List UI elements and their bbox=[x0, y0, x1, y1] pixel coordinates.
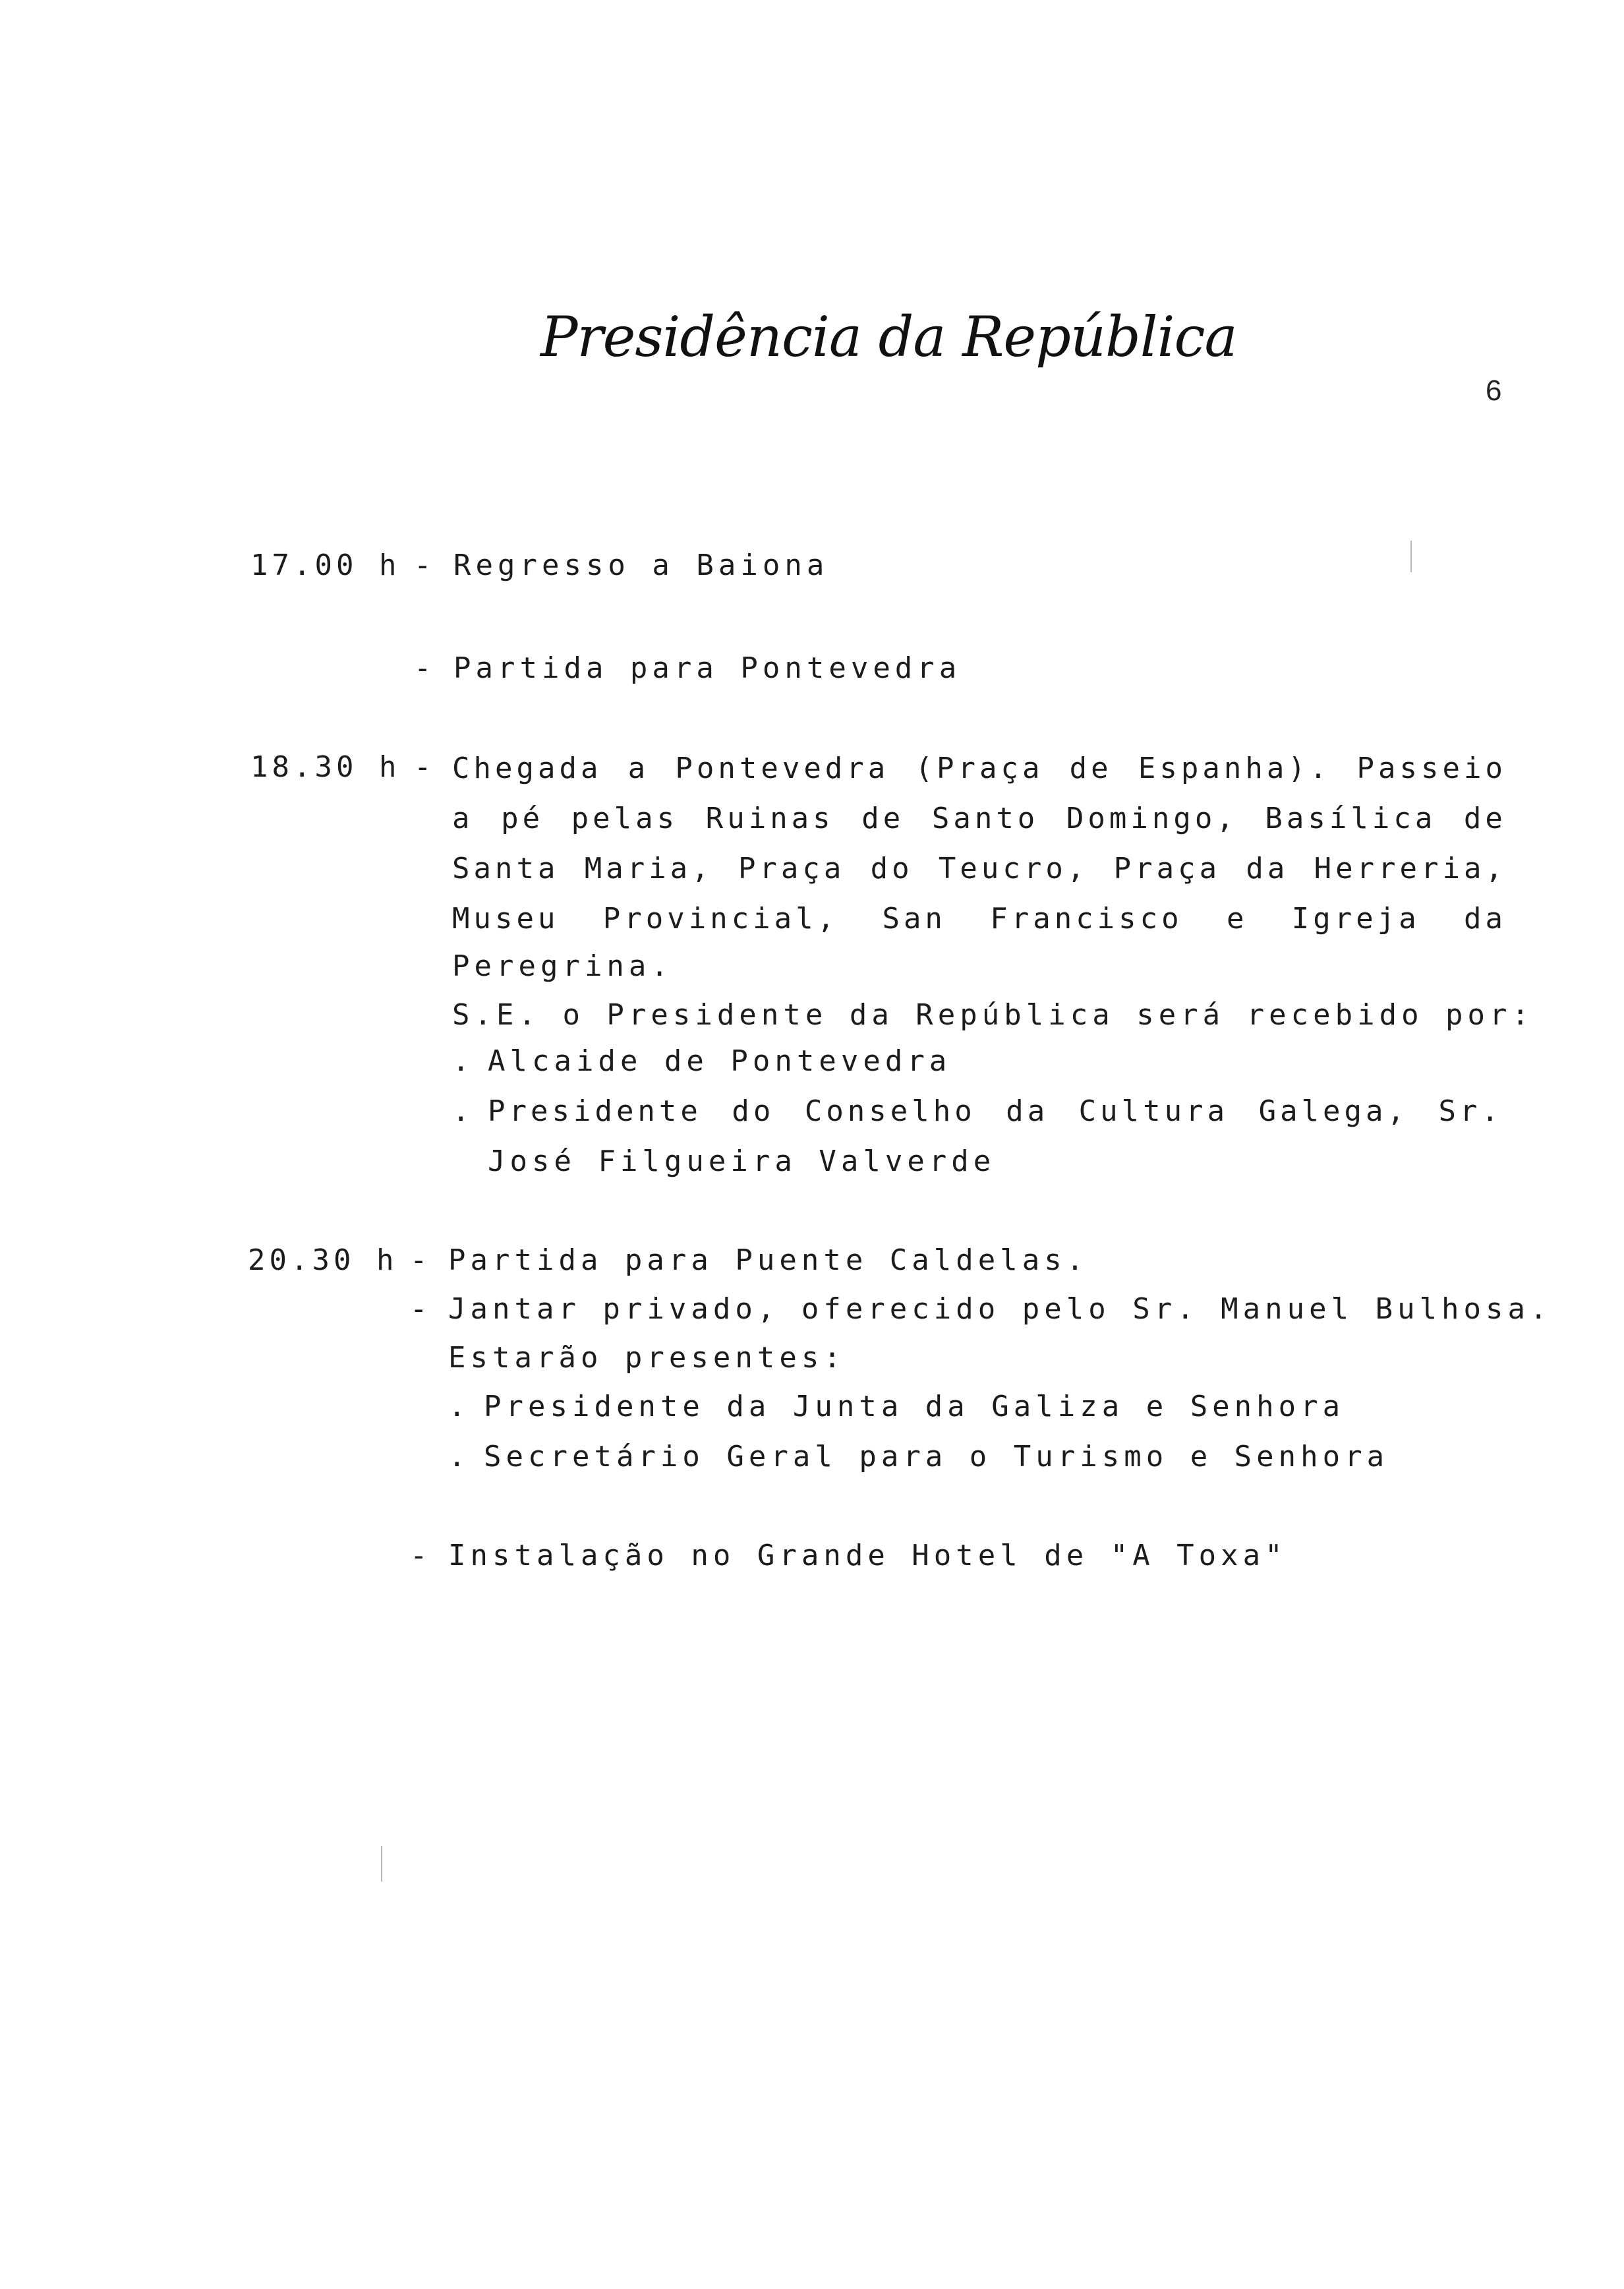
bullet-marker: . bbox=[448, 1440, 466, 1473]
word: Francisco bbox=[990, 902, 1183, 936]
word: Praça bbox=[738, 852, 846, 885]
dash-marker: - bbox=[414, 549, 432, 582]
dash-marker: - bbox=[410, 1243, 428, 1277]
reception-line: S.E. o Presidente da República será recebido por: bbox=[452, 998, 1534, 1032]
dash-marker: - bbox=[410, 1539, 428, 1572]
dash-marker: - bbox=[410, 1292, 428, 1326]
word: Chegada bbox=[452, 752, 602, 785]
entry-time: 17.00 h bbox=[250, 549, 401, 582]
word: Espanha). bbox=[1138, 752, 1331, 785]
entry-time: 18.30 h bbox=[250, 750, 401, 784]
entry-text: Estarão presentes: bbox=[448, 1341, 846, 1375]
bullet-text: Alcaide de Pontevedra bbox=[488, 1044, 952, 1078]
bullet-marker: . bbox=[452, 1094, 470, 1128]
word: de bbox=[861, 802, 905, 835]
word: do bbox=[732, 1094, 775, 1128]
word: (Praça bbox=[915, 752, 1044, 785]
entry-text: Regresso a Baiona bbox=[453, 549, 829, 582]
word: Presidente bbox=[488, 1094, 702, 1128]
word: pé bbox=[501, 802, 544, 835]
word: do bbox=[870, 852, 914, 885]
page-number: 6 bbox=[1486, 374, 1502, 407]
word: Domingo, bbox=[1066, 802, 1238, 835]
word: Maria, bbox=[584, 852, 713, 885]
paragraph-line bbox=[452, 852, 1507, 885]
entry-text: Jantar privado, oferecido pelo Sr. Manuel Bulhosa. bbox=[448, 1292, 1552, 1326]
paragraph-line: Peregrina. bbox=[452, 949, 673, 983]
paragraph-line bbox=[452, 902, 1507, 936]
word: de bbox=[1069, 752, 1113, 785]
word: Praça bbox=[1113, 852, 1221, 885]
bullet-text: Presidente da Junta da Galiza e Senhora bbox=[484, 1390, 1345, 1423]
word: Sr. bbox=[1438, 1094, 1503, 1128]
entry-text: Partida para Puente Caldelas. bbox=[448, 1243, 1089, 1277]
word: Passeio bbox=[1356, 752, 1507, 785]
word: a bbox=[452, 802, 474, 835]
scan-speck bbox=[1410, 541, 1412, 572]
bullet-text: Secretário Geral para o Turismo e Senhora bbox=[484, 1440, 1389, 1473]
word: San bbox=[882, 902, 946, 936]
paragraph-line bbox=[452, 752, 1507, 785]
bullet-text bbox=[488, 1094, 1503, 1128]
word: Cultura bbox=[1078, 1094, 1229, 1128]
bullet-marker: . bbox=[448, 1390, 466, 1423]
word: Teucro, bbox=[938, 852, 1089, 885]
word: Provincial, bbox=[602, 902, 839, 936]
entry-text: Partida para Pontevedra bbox=[453, 651, 962, 685]
word: e bbox=[1226, 902, 1248, 936]
word: Igreja bbox=[1291, 902, 1420, 936]
scan-speck bbox=[381, 1846, 382, 1882]
word: Herreria, bbox=[1314, 852, 1507, 885]
word: Basílica bbox=[1265, 802, 1437, 835]
word: da bbox=[1006, 1094, 1049, 1128]
entry-text: Instalação no Grande Hotel de "A Toxa" bbox=[448, 1539, 1287, 1572]
word: Conselho bbox=[804, 1094, 976, 1128]
word: Santo bbox=[931, 802, 1039, 835]
letterhead: Presidência da República bbox=[540, 305, 1237, 369]
word: da bbox=[1246, 852, 1289, 885]
word: Santa bbox=[452, 852, 560, 885]
word: da bbox=[1464, 902, 1507, 936]
dash-marker: - bbox=[414, 750, 432, 784]
paragraph-line bbox=[452, 802, 1507, 835]
bullet-text: José Filgueira Valverde bbox=[488, 1144, 996, 1178]
entry-time: 20.30 h bbox=[248, 1243, 398, 1277]
word: Museu bbox=[452, 902, 560, 936]
word: Pontevedra bbox=[675, 752, 890, 785]
word: pelas bbox=[571, 802, 679, 835]
dash-marker: - bbox=[414, 651, 432, 685]
word: Ruinas bbox=[705, 802, 834, 835]
word: a bbox=[627, 752, 650, 785]
bullet-marker: . bbox=[452, 1044, 470, 1078]
word: de bbox=[1463, 802, 1507, 835]
word: Galega, bbox=[1258, 1094, 1409, 1128]
